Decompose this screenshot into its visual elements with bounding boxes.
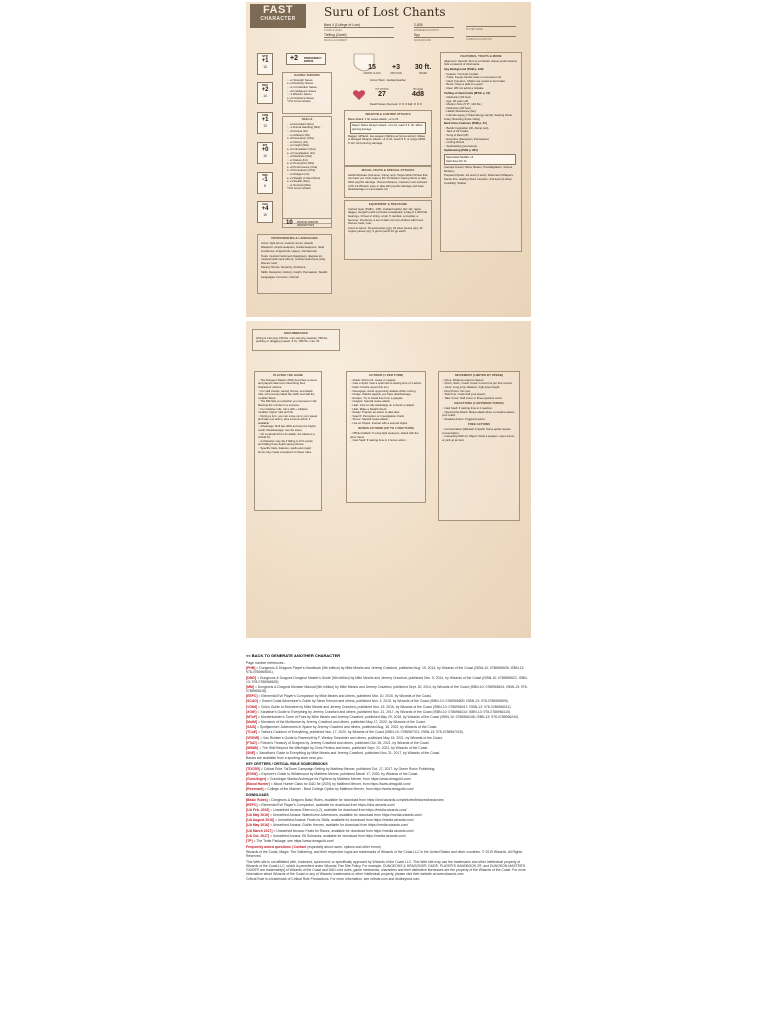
action-item: ○ Shove: Special melee attack.: [350, 418, 422, 422]
action-item: ○ Ready: Prepare an action to take later.: [350, 411, 422, 415]
background-feature-item: ○ Bond: Owes a debt to a guild: [444, 83, 518, 87]
free-action-item: ○ Concentration (Maintain A Spell): Some spells require concentration.: [442, 428, 516, 435]
xp-field: 2,835 EXPERIENCE POINTS: [414, 23, 454, 32]
saving-throw-item: ● +4 Dexterity Saves: [287, 82, 331, 86]
rule-item: ○ The Dungeon Master (DM) describes a scene and players take turns describing their characters' actions.: [258, 379, 318, 390]
race-trait-item: ○ Hellish Resistance (fire): [444, 110, 518, 114]
source-code: [TDCSR]: [246, 766, 260, 771]
source-code: [VRGtR]: [246, 735, 260, 740]
source-code: [UA Oct. 2017]: [246, 833, 270, 838]
saving-throw-item: ○ +1 Strength Saves: [287, 79, 331, 83]
source-code: [Blood Hunter]: [246, 782, 270, 787]
rule-item: ○ On a natural 20 for an attack, the attack is a critical hit.: [258, 433, 318, 440]
source-description: = Dungeons & Dragons Dungeon Master's Guide (5th edition) by Mike Mearls and Jeremy Crawford, published Dec. 9, 2014, by Wizards of the Coast (ISBN-10: 0786965622; ISBN-13: 978-0786965625).: [246, 675, 528, 684]
sources-footer: << BACK TO GENERATE ANOTHER CHARACTER Page number references... [PHB] = Dungeons & Dragons Player's Handbook (5th edition) by Mike Mearls and Jeremy Crawford, published Aug. 19, 2014, by Wizards of the Coast (ISBN-10: 0786965606; ISBN-13: 978-0786965601). [DMG] = Dungeons & Dragons Dungeon Master's Guide (5th edition) by Mike Mearls and Jeremy Crawford, published Dec. 9, 2014, by Wizards of the Coast (ISBN-10: 0786965622; ISBN-13: 978-0786965625). [MM] = Dungeons & Dragons Monster Manual (5th edition) by Mike Mearls and Jeremy Crawford, published Sept. 30, 2014, by Wizards of the Coast (ISBN-10: 0786965614; ISBN-13: 978-0786965618). [EEPC] = Elemental Evil Player's Companion by Mike Mearls and others, published Mar. 10, 2015, by Wizards of the Coast. [SCAG] = Sword Coast Adventurer's Guide by Steve Kenson and others, published Nov. 3, 2015, by Wizards of the Coast (ISBN-10: 0786965800; ISBN-13: 978-0786965809). [VGtM] = Volo's Guide to Monsters by Mike Mearls and Jeremy Crawford, published Nov. 15, 2016, by Wizards of the Coast (ISBN-10: 0786966017; ISBN-13: 978-0786966011). [XGtE] = Xanathar's Guide to Everything by Jeremy Crawford and others, published Nov. 21, 2017, by Wizards of the Coast (ISBN-10: 0786966114; ISBN-13: 978-0786966110). [MToF] = Mordenkainen's Tome of Foes by Mike Mearls and Jeremy Crawford, published May 29, 2018, by Wizards of the Coast (ISBN-10: 0786966246; ISBN-13: 978-0786966240). [MotM] = Monsters of the Multiverse by Jeremy Crawford and others, published May 17, 2022, by Wizards of the Coast. [SAiS] = Spelljammer: Adventures in Space by Jeremy Crawford and others, published Aug. 16, 2022, by Wizards of the Coast. [TCoE] = Tasha's Cauldron of Everything, published Nov. 17, 2020, by Wizards of the Coast (ISBN-10: 0786967021; ISBN-13: 978-0786967025). [VRGtR] = Van Richten's Guide to Ravenloft by F. Wesley Schneider and others, published May 18, 2021, by Wizards of the Coast. [FToD] = Fizban's Treasury of Dragons by Jeremy Crawford and others, published Oct. 26, 2021, by Wizards of the Coast. [WBtW] = The Wild Beyond the Witchlight by Chris Perkins and team, published Sept. 21, 2021, by Wizards of the Coast. [SNE] = Xanathar's Guide to Everything by Mike Mearls and Jeremy Crawford, published Nov. 21, 2017, by Wizards of the Coast. Basics are available from a sporting store near you. KEY CRITTERS / CRITICAL ROLE SOURCEBOOKS [TDCSR] = Critical Role: Tal'Dorei Campaign Setting by Matthew Mercer, published Oct. 17, 2017, by Green Ronin Publishing. [EGtW] = Explorer's Guide to Wildemount by Matthew Mercer, published March 17, 2020, by Wizards of the Coast. [Gunslinger] = Gunslinger Martial Archetype for Fighters by Matthew Mercer, from https://www.dmsguild.com/ [Blood Hunter] = Blood Hunter Class for D&D 5e (2020) by Matthew Mercer, from https://www.dmsguild.com/ [Revenant] = College of the Mariner - Bard College Option by Matthew Mercer, from https://www.dmsguild.com/ DOWNLOADS [Basic Rules] = Dungeons & Dragons Basic Rules, available for download from https://dnd.wizards.com/articles/features/basicrules [EEPC] = Elemental Evil Player's Companion, available for download from https://dnd.wizards.com/ [UA Feb. 2015] = Unearthed Arcana: Eberron (v.2), available for download from https://media.wizards.com/ [UA May 2016] = Unearthed Arcana: Waterborne Adventures, available for download from https://media.wizards.com/ [UA August 2016] = Unearthed Arcana: Feats for Skills, available for download from https://media.wizards.com/ [UA May 2016] = Unearthed Arcana: Gothic Heroes, available for download from https://media.wizards.com/ [UA March 2017] = Unearthed Arcana: Feats for Races, available for download from https://media.wizards.com/ [UA Oct. 2017] = Unearthed Arcana: Elf Subraces, available for download from https://media.wizards.com/ [TP] = The Tortle Package, see https://www.dmsguild.com/ Frequently asked questions | Contact (especially about races, options and other errors) Wizards of the Coast, Magic: The Gathering, and their respective logos are trademarks of Wizards of the Coast LLC in the United States and other countries. © 2019 Wizards. All Rights Reserved. This Web site is not affiliated with, endorsed, sponsored, or specifically approved by Wizards of the Coast LLC. This Web site may use the trademarks and other intellectual property of Wizards of the Coast LLC, which is permitted under Wizards' Fan Site Policy. For example, DUNGEONS & DRAGONS®, D&D®, PLAYER'S HANDBOOK 2®, and DUNGEON MASTER'S GUIDE® are trademark[s] of Wizards of the Coast and D&D core rules, game mechanics, characters and their distinctive likenesses are the property of the Wizards of the Coast. For more information about Wizards of the Coast or any of Wizards' trademarks or other intellectual property, please visit their website at www.wizards.com. Critical Role is a trademark of Critical Role Productions. For more information, see critrole.com and dndbeyond.com.: [246, 654, 531, 882]
source-code: [EEPC]: [246, 694, 258, 699]
source-description: = Gunslinger Martial Archetype for Fighters by Matthew Mercer, from https://www.dmsguild.com/: [266, 776, 411, 781]
features-panel: FEATURES, TRAITS & MORE Alignment: Neutral. Suru is a trickster whose performances hide a network of informants. Spy Background (PHB p. 129) ○ Feature: Criminal Contact ○ Traits: Keeps careful notes on everyone met ○ Ideal: Freedom. Chains are meant to be broken. ○ Bond: Owes a debt to a guild ○ Flaw: Will not admit a mistake Tiefling of Zariel traits (MToF p. 21) ○ Darkvision (60 feet) ○ Age: 18 years old ○ Medium Size (5' 8", 140 lbs.) ○ Darkvision (60 feet) ○ Hellish Resistance (fire) ○ Infernal Legacy (Thaumaturgy cantrip; Searing Smite 1/day; Branding Smite 1/day) Bard Class Features (PHB p. 51) ○ Bardic Inspiration (d6, 4/long rest) ○ Jack of All Trades ○ Song of Rest (d6) ○ Expertise (Deception, Persuasion) ○ Cutting Words ○ Spellcasting (see below) Spellcasting (PHB p. 201) Spell Attack Modifier +6 Spell Save DC 14 Cantrips Known: Minor Illusion, Prestidigitation, Vicious Mockery Prepared Spells: 1st level (4 slots): Dissonant Whispers, Faerie Fire, Healing Word, Heroism; 2nd level (3 slots): Invisibility, Shatter: [440, 52, 522, 252]
skill-item: ○ +0 Medicine (Wis): [287, 155, 331, 159]
saving-throw-item: ● +6 Charisma Saves: [287, 97, 331, 101]
reference-row: [246, 705, 531, 709]
source-code: [Basic Rules]: [246, 797, 268, 802]
reaction-item: ○ Cast Spell: If casting time is 1 reaction.: [442, 407, 516, 411]
source-code: [TP]: [246, 839, 253, 843]
skill-item: ● +6 Intimidation (Cha): [287, 148, 331, 152]
source-code: [EEPC]: [246, 802, 258, 807]
action-item: ○ Help: Give an ally advantage on a check or attack.: [350, 404, 422, 408]
reference-row: [246, 694, 531, 698]
action-item: ○ Hide: Make a Stealth check.: [350, 408, 422, 412]
skill-item: ○ +1 Insight (Wis): [287, 144, 331, 148]
source-description: = Unearthed Arcana: Elf Subraces, available for download from https://media.wizards.com/: [269, 833, 406, 838]
source-description: = The Tortle Package, see https://www.dmsguild.com/: [252, 839, 334, 843]
faq-contact-link[interactable]: Frequently asked questions | Contact: [246, 845, 307, 850]
movement-item: ○ Jump: Long jump distance, high jump height.: [442, 386, 516, 390]
hit-dice: HIT DICE 4d8: [411, 88, 425, 98]
rule-item: ○ During a turn, you can move up to your speed and take one action, plus a bonus action if available.: [258, 415, 318, 426]
rule-item: ○ Advantage: Roll two d20s and use the higher result. Disadvantage: use the lower.: [258, 425, 318, 432]
reference-row: [246, 715, 531, 719]
source-code: [MM]: [246, 684, 254, 689]
source-code: [UA August 2016]: [246, 818, 275, 823]
source-description: = Monsters of the Multiverse by Jeremy Crawford and others, published May 17, 2022, by Wizards of the Coast.: [257, 720, 426, 725]
rule-item: ○ For initiative rolls, roll a d20 + initiative modifier; higher rolls act first.: [258, 408, 318, 415]
skill-item: ○ +1 Athletics (Str): [287, 134, 331, 138]
reference-row: [246, 741, 531, 745]
speed: 30 ft. SPEED: [414, 64, 432, 75]
source-code: [TCoE]: [246, 730, 258, 735]
source-description: = Mordenkainen's Tome of Foes by Mike Mearls and Jeremy Crawford, published May 29, 2018, by Wizards of the Coast (ISBN-10: 0786966246; ISBN-13: 978-0786966240).: [257, 714, 519, 719]
download-row: [246, 808, 531, 812]
source-description: = Fizban's Treasury of Dragons by Jeremy Crawford and others, published Oct. 26, 2021, by Wizards of the Coast.: [256, 740, 430, 745]
download-row: [246, 803, 531, 807]
source-code: [MToF]: [246, 714, 258, 719]
source-description: = Explorer's Guide to Wildemount by Matthew Mercer, published March 17, 2020, by Wizards of the Coast.: [257, 771, 419, 776]
source-description: = The Wild Beyond the Witchlight by Chris Perkins and team, published Sept. 21, 2021, by Wizards of the Coast.: [258, 746, 429, 750]
source-description: = Elemental Evil Player's Companion, available for download from https://dnd.wizards.com/: [257, 802, 395, 807]
spell-stats-box: Spell Attack Modifier +6 Spell Save DC 14: [444, 154, 516, 165]
source-description: = Volo's Guide to Monsters by Mike Mearls and Jeremy Crawford, published Nov. 15, 2016, by Wizards of the Coast (ISBN-10: 0786966017; ISBN-13: 978-0786966011).: [257, 704, 512, 709]
player-name-field: PLAYER NAME: [466, 26, 516, 31]
proficiencies-panel: PROFICIENCIES & LANGUAGES Armor: light armor, medium armor, shields Weapons: simple weapons, martial weapons, hand crossbows, longswords, rapiers, shortswords Tools: musical instrument (bagpipes), disguise kit, musical instrument (drum), musical instrument (viol), thieves' tools Saving Throws: Dexterity, Charisma Skills: Deception, History, Insight, Persuasion, Stealth Languages: Common, Infernal: [257, 234, 332, 294]
action-item: ○ Use an Object: Interact with a second object.: [350, 422, 422, 426]
source-description: = Critical Role: Tal'Dorei Campaign Setting by Matthew Mercer, published Oct. 17, 2017, by Green Ronin Publishing.: [259, 766, 436, 771]
ability-cha: CHA +4 19: [257, 201, 273, 223]
source-description: = Van Richten's Guide to Ravenloft by F. Wesley Schneider and others, published May 18, 2021, by Wizards of the Coast.: [259, 735, 443, 740]
skill-item: ● +4 Stealth (Dex): [287, 180, 331, 184]
source-code: [UA May 2016]: [246, 813, 270, 818]
source-code: [DMG]: [246, 675, 257, 680]
source-description: = Xanathar's Guide to Everything by Mike Mearls and Jeremy Crawford, published Nov. 21, 2017, by Wizards of the Coast.: [255, 751, 441, 756]
skills-panel: SKILLS ○ +2 Acrobatics (Dex) ○ -1 Animal Handling (Wis) ○ +0 Arcana (Int) ○ +1 Athletics (Str) ● +8 Deception (Cha) ○ +1 History (Int) ○ +1 Insight (Wis) ● +6 Intimidation (Cha) ● +2 Investigation (Int) ○ +0 Medicine (Wis) ○ +1 Nature (Int) ● +1 Perception (Wis) ● +6 Performance (Cha) ● +5 Persuasion (Cha) ○ +1 Religion (Int) ● +4 Sleight of Hand (Dex) ● +4 Stealth (Dex) ○ +1 Survival (Wis) * Prof. bonus included: [282, 116, 332, 224]
source-description: = Unearthed Arcana: Feats for Races, available for download from https://media.wizards.com/: [272, 828, 414, 833]
action-item: ○ Grapple: Special melee attack.: [350, 400, 422, 404]
reference-row: [246, 676, 531, 684]
source-description: = Tasha's Cauldron of Everything, published Nov. 17, 2020, by Wizards of the Coast (ISBN-10: 0786967021; ISBN-13: 978-0786967025).: [257, 730, 464, 735]
rule-item: ○ Specific traits, features, spells and magic items may create exceptions to these rules.: [258, 447, 318, 454]
skill-item: ○ +1 Religion (Int): [287, 173, 331, 177]
class-feature-item: ○ Spellcasting (see below): [444, 145, 518, 149]
source-code: [SAiS]: [246, 725, 257, 730]
source-description: = Unearthed Arcana: Eberron (v.2), available for download from https://media.wizards.com/: [269, 807, 407, 812]
action-item: ○ Search: Perception or Investigation check.: [350, 415, 422, 419]
saving-throw-item: ○ -1 Wisdom Saves: [287, 93, 331, 97]
race-trait-item: ○ Infernal Legacy (Thaumaturgy cantrip; Searing Smite 1/day; Branding Smite 1/day): [444, 114, 518, 121]
source-code: [PHB]: [246, 666, 256, 671]
action-item: ○ Dodge: Attacks against you have disadvantage.: [350, 393, 422, 397]
reference-row: [246, 730, 531, 734]
skill-item: ○ +1 History (Int): [287, 141, 331, 145]
critter-source-row: [246, 782, 531, 786]
movement-item: ○ Stand Up: Costs half your speed.: [442, 393, 516, 397]
movement-item: ○ Take Cover: Half cover or three-quarters cover.: [442, 397, 516, 401]
action-item: ○ Attack: Roll to hit, melee or ranged.: [350, 379, 422, 383]
reference-row: [246, 699, 531, 703]
ability-wis: WIS -1 8: [257, 172, 273, 194]
equipment-panel: EQUIPMENT & TREASURE Carried Gear (PHB p. 125): studded leather (AC 12), rapier, dagger, burglar's pack (includes a backpack, a bag of 1,000 ball bearings, 10 feet of string, a bell, 5 candles, a crowbar, a hammer, 10 pitons), a set of dark common clothes with hood, thieves' tools, Lute. Coins & Gems: 15 gold pieces (gp); 34 silver pieces (sp); 12 copper pieces (cp); 4 gems (worth 10 gp each): [344, 200, 432, 260]
movement-panel: MOVEMENT (LIMITED BY SPEED) ○ Move: Distance equal to Speed ○ Climb, Swim, Crawl: Costs 1 extra foot per foot moved. ○ Jump: Long jump distance, high jump height. ○ Drop Prone: No cost. ○ Stand Up: Costs half your speed. ○ Take Cover: Half cover or three-quarters cover. REACTIONS (1 BETWEEN TURNS) ○ Cast Spell: If casting time is 1 reaction. ○ Opportunity Attack: Melee attack when a creature leaves your reach. ○ Readied Action: Triggered action. FREE ACTIONS ○ Concentration (Maintain A Spell): Some spells require concentration. ○ Interacting With An Object: Draw a weapon, open a door, or pick up an item.: [438, 371, 520, 521]
skill-item: ○ +1 Survival (Wis): [287, 184, 331, 188]
bonus-action-item: ○ Cast Spell: If casting time is 1 bonus action.: [350, 439, 422, 443]
passive-perception: 10 PASSIVE WISDOM (PERCEPTION): [282, 218, 332, 228]
movement-item: ○ Drop Prone: No cost.: [442, 390, 516, 394]
download-row: [246, 839, 531, 843]
reference-row: [246, 746, 531, 750]
ability-con: CON +1 13: [257, 112, 273, 134]
character-sheet-page-2: [246, 321, 531, 638]
action-item: ○ Disengage: Avoid opportunity attacks while moving.: [350, 390, 422, 394]
skill-item: ○ +0 Arcana (Int): [287, 130, 331, 134]
source-description: = Spelljammer: Adventures in Space by Jeremy Crawford and others, published Aug. 16, 2022, by Wizards of the Coast.: [256, 725, 438, 730]
reference-row: [246, 736, 531, 740]
race-trait-item: ○ Age: 18 years old: [444, 100, 518, 104]
playing-the-game-panel: PLAYING THE GAME ○ The Dungeon Master (DM) describes a scene and players take turns describing their characters' actions. ○ For skill checks, saving throws, and attack rolls, roll a twenty-sided die (d20) and add the modifier listed. ○ The DM tells you whether you succeed or fail. Meeting the number is a success. ○ For initiative rolls, roll a d20 + initiative modifier; higher rolls act first. ○ During a turn, you can move up to your speed and take one action, plus a bonus action if available. ○ Advantage: Roll two d20s and use the higher result. Disadvantage: use the lower. ○ On a natural 20 for an attack, the attack is a critical hit. ○ A character may die if falling to 0 hit points and failing three death saving throws. ○ Specific traits, features, spells and magic items may create exceptions to these rules.: [254, 371, 322, 511]
reference-row: [246, 720, 531, 724]
character-name: Suru of Lost Chants: [324, 5, 446, 19]
source-description: = Unearthed Arcana: Waterborne Adventures, available for download from https://media.wizards.com/: [269, 813, 423, 818]
fast-character-logo: FAST CHARACTER: [250, 4, 306, 28]
campaign-field: CAMPAIGN & FACTION: [466, 36, 516, 41]
reaction-item: ○ Readied Action: Triggered action.: [442, 418, 516, 422]
ability-int: INT +0 10: [257, 142, 273, 164]
class-feature-item: ○ Expertise (Deception, Persuasion): [444, 138, 518, 142]
rule-item: ○ For skill checks, saving throws, and attack rolls, roll a twenty-sided die (d20) and add the modifier listed.: [258, 390, 318, 401]
race-field: Tiefling (Zariel) RACE & ALIGNMENT: [324, 33, 394, 42]
background-field: Spy BACKGROUND: [414, 33, 454, 42]
bonus-action-item: ○ Offhand Attack: If using light weapons, attack with the other hand.: [350, 432, 422, 439]
back-to-generate-link[interactable]: << BACK TO GENERATE ANOTHER CHARACTER: [246, 653, 341, 658]
background-feature-item: ○ Traits: Keeps careful notes on everyone met: [444, 76, 518, 80]
source-description: = Unearthed Arcana: Feats for Skills, available for download from https://media.wizards.com/: [274, 818, 414, 823]
source-code: [UA March 2017]: [246, 828, 273, 833]
skill-item: ● +4 Sleight of Hand (Dex): [287, 177, 331, 181]
source-description: = Elemental Evil Player's Companion by Mike Mearls and others, published Mar. 10, 2015, by Wizards of the Coast.: [257, 694, 432, 699]
reference-row: [246, 710, 531, 714]
movement-item: ○ Move: Distance equal to Speed: [442, 379, 516, 383]
character-sheet-page-1: [246, 2, 531, 317]
source-code: [EGtW]: [246, 771, 258, 776]
armor-class: 15 ARMOR CLASS: [363, 64, 381, 75]
background-feature-item: ○ Ideal: Freedom. Chains are meant to be broken.: [444, 80, 518, 84]
source-description: = Sword Coast Adventurer's Guide by Steve Kenson and others, published Nov. 3, 2015, by Wizards of the Coast (ISBN-10: 0786965800; ISBN-13: 978-0786965809).: [258, 699, 509, 704]
source-code: [Revenant]: [246, 787, 264, 792]
encumbrance-panel: ENCUMBRANCE Lifting & Carrying: 195 lbs. max carrying capacity; 390 lbs. pushing or dragging (speed -5 ft.); 390 lbs. max. lift.: [252, 329, 340, 351]
download-row: [246, 829, 531, 833]
rule-item: ○ A character may die if falling to 0 hit points and failing three death saving throws.: [258, 440, 318, 447]
source-description: = Unearthed Arcana: Gothic Heroes, available for download from https://media.wizards.com/: [269, 823, 409, 828]
critter-source-row: [246, 787, 531, 791]
source-code: [XGtE]: [246, 709, 257, 714]
death-saves: Death Saves Success: O O O Fail: O O O: [370, 102, 422, 106]
saving-throw-item: ○ +1 Constitution Saves: [287, 86, 331, 90]
download-row: [246, 798, 531, 802]
skill-item: ● +8 Deception (Cha): [287, 137, 331, 141]
source-code: [SCAG]: [246, 699, 259, 704]
reaction-item: ○ Opportunity Attack: Melee attack when a creature leaves your reach.: [442, 411, 516, 418]
background-feature-item: ○ Flaw: Will not admit a mistake: [444, 87, 518, 91]
source-code: [UA Feb. 2015]: [246, 807, 270, 812]
skill-item: ● +1 Perception (Wis): [287, 162, 331, 166]
skill-item: ● +5 Persuasion (Cha): [287, 169, 331, 173]
rapier-attack-box: Rapier: Melee Weapon Attack: +4 to hit, reach 5 ft. Hit: 1d8+2 piercing damage.: [350, 122, 426, 133]
references-list: [246, 666, 531, 755]
reference-row: [246, 751, 531, 755]
free-action-item: ○ Interacting With An Object: Draw a weapon, open a door, or pick up an item.: [442, 435, 516, 442]
source-description: = Blood Hunter Class for D&D 5e (2020) by Matthew Mercer, from https://www.dmsguild.com/: [269, 782, 411, 787]
critter-source-row: [246, 777, 531, 781]
critters-list: [246, 767, 531, 792]
ability-str: STR +1 13: [257, 53, 273, 75]
action-item: ○ Escape: Try to break free from a grapple.: [350, 397, 422, 401]
hit-points: HIT POINTS 27: [375, 88, 389, 98]
source-code: [FToD]: [246, 740, 257, 745]
source-description: = College of the Mariner - Bard College Option by Matthew Mercer, from https://www.dmsguild.com/: [263, 787, 414, 792]
skill-item: ● +6 Performance (Cha): [287, 166, 331, 170]
skill-item: ○ -1 Animal Handling (Wis): [287, 126, 331, 130]
class-feature-item: ○ Jack of All Trades: [444, 130, 518, 134]
magic-panel: MAGIC, FEATS & SPECIAL ATTACKS Hellish Rebuke (2nd-level, 1/long rest): Target within 60 feet that can hear you must make a DC 14 Wisdom saving throw or take 3d10 psychic damage. Vicious Mockery: creature must succeed a DC 14 Wisdom save or take 2d4 psychic damage and have disadvantage on next attack roll.: [344, 166, 432, 198]
source-code: [UA May 2016]: [246, 823, 270, 828]
class-feature-item: ○ Cutting Words: [444, 141, 518, 145]
class-level-field: Bard 4 (College of Lore) CLASS & LEVEL: [324, 23, 394, 32]
saving-throws-panel: SAVING THROWS ○ +1 Strength Saves ● +4 Dexterity Saves ○ +1 Constitution Saves ○ +0 Intelligence Saves ○ -1 Wisdom Saves ● +6 Charisma Saves * Prof. bonus included: [282, 72, 332, 114]
source-code: [Gunslinger]: [246, 776, 267, 781]
source-description: = Dungeons & Dragons Basic Rules, available for download from https://dnd.wizards.com/articles/features/basicrules: [267, 797, 444, 802]
race-trait-item: ○ Darkvision (60 feet): [444, 96, 518, 100]
proficiency-bonus: +2 PROFICIENCY BONUS: [286, 53, 326, 65]
reference-row: [246, 685, 531, 693]
download-row: [246, 834, 531, 838]
background-feature-item: ○ Feature: Criminal Contact: [444, 73, 518, 77]
source-description: = Dungeons & Dragons Monster Manual (5th edition) by Mike Mearls and Jeremy Crawford, published Sept. 30, 2014, by Wizards of the Coast (ISBN-10: 0786965614; ISBN-13: 978-0786965618).: [246, 684, 528, 693]
actions-panel: ACTIONS (1 PER TURN) ○ Attack: Roll to hit, melee or ranged. ○ Cast a Spell: Cast a spell with a casting time of 1 action. ○ Dash: Double speed this turn. ○ Disengage: Avoid opportunity attacks while moving. ○ Dodge: Attacks against you have disadvantage. ○ Escape: Try to break free from a grapple. ○ Grapple: Special melee attack. ○ Help: Give an ally advantage on a check or attack. ○ Hide: Make a Stealth check. ○ Ready: Prepare an action to take later. ○ Search: Perception or Investigation check. ○ Shove: Special melee attack. ○ Use an Object: Interact with a second object. BONUS ACTIONS (UP TO 1 PER TURN) ○ Offhand Attack: If using light weapons, attack with the other hand. ○ Cast Spell: If casting time is 1 bonus action.: [346, 371, 426, 503]
skill-item: ● +2 Investigation (Int): [287, 152, 331, 156]
race-trait-item: ○ Darkvision (60 feet): [444, 107, 518, 111]
source-code: [WBtW]: [246, 746, 259, 750]
race-trait-item: ○ Medium Size (5' 8", 140 lbs.): [444, 103, 518, 107]
reference-row: [246, 666, 531, 674]
critter-source-row: [246, 767, 531, 771]
heart-icon: [352, 89, 366, 101]
source-code: [VGtM]: [246, 704, 258, 709]
download-row: [246, 813, 531, 817]
source-code: [MotM]: [246, 720, 258, 725]
critter-source-row: [246, 772, 531, 776]
rule-item: ○ The DM tells you whether you succeed or fail. Meeting the number is a success.: [258, 400, 318, 407]
action-item: ○ Cast a Spell: Cast a spell with a casting time of 1 action.: [350, 382, 422, 386]
saving-throw-item: ○ +0 Intelligence Saves: [287, 90, 331, 94]
source-code: [SNE]: [246, 751, 256, 756]
reference-row: [246, 725, 531, 729]
movement-item: ○ Climb, Swim, Crawl: Costs 1 extra foot per foot moved.: [442, 382, 516, 386]
action-item: ○ Dash: Double speed this turn.: [350, 386, 422, 390]
armor-worn: Armor Worn: studded leather: [370, 78, 406, 82]
downloads-list: [246, 798, 531, 844]
source-description: = Xanathar's Guide to Everything by Jeremy Crawford and others, published Nov. 21, 2017, by Wizards of the Coast (ISBN-10: 0786966114; ISBN-13: 978-0786966110).: [256, 709, 511, 714]
download-row: [246, 818, 531, 822]
class-feature-item: ○ Bardic Inspiration (d6, 4/long rest): [444, 127, 518, 131]
ability-dex: DEX +2 14: [257, 82, 273, 104]
class-feature-item: ○ Song of Rest (d6): [444, 134, 518, 138]
skill-item: ○ +1 Nature (Int): [287, 159, 331, 163]
attacks-panel: WEAPON & CANTRIP ATTACKS Basic Attack: 1 hit melee attack, +2 to hit Rapier: Melee Weapon Attack: +4 to hit, reach 5 ft. Hit: 1d8+2 piercing damage. Dagger (offhand, two-weapon fighting as bonus action): Melee or Ranged Weapon Attack: +4 to hit, reach 5 ft. or range 20/60 ft. Hit: 1d4 piercing damage.: [344, 110, 432, 166]
source-description: = Dungeons & Dragons Player's Handbook (5th edition) by Mike Mearls and Jeremy Crawford, published Aug. 19, 2014, by Wizards of the Coast (ISBN-10: 0786965606; ISBN-13: 978-0786965601).: [246, 666, 525, 675]
download-row: [246, 823, 531, 827]
skill-item: ○ +2 Acrobatics (Dex): [287, 123, 331, 127]
initiative: +3 INITIATIVE: [390, 64, 402, 75]
